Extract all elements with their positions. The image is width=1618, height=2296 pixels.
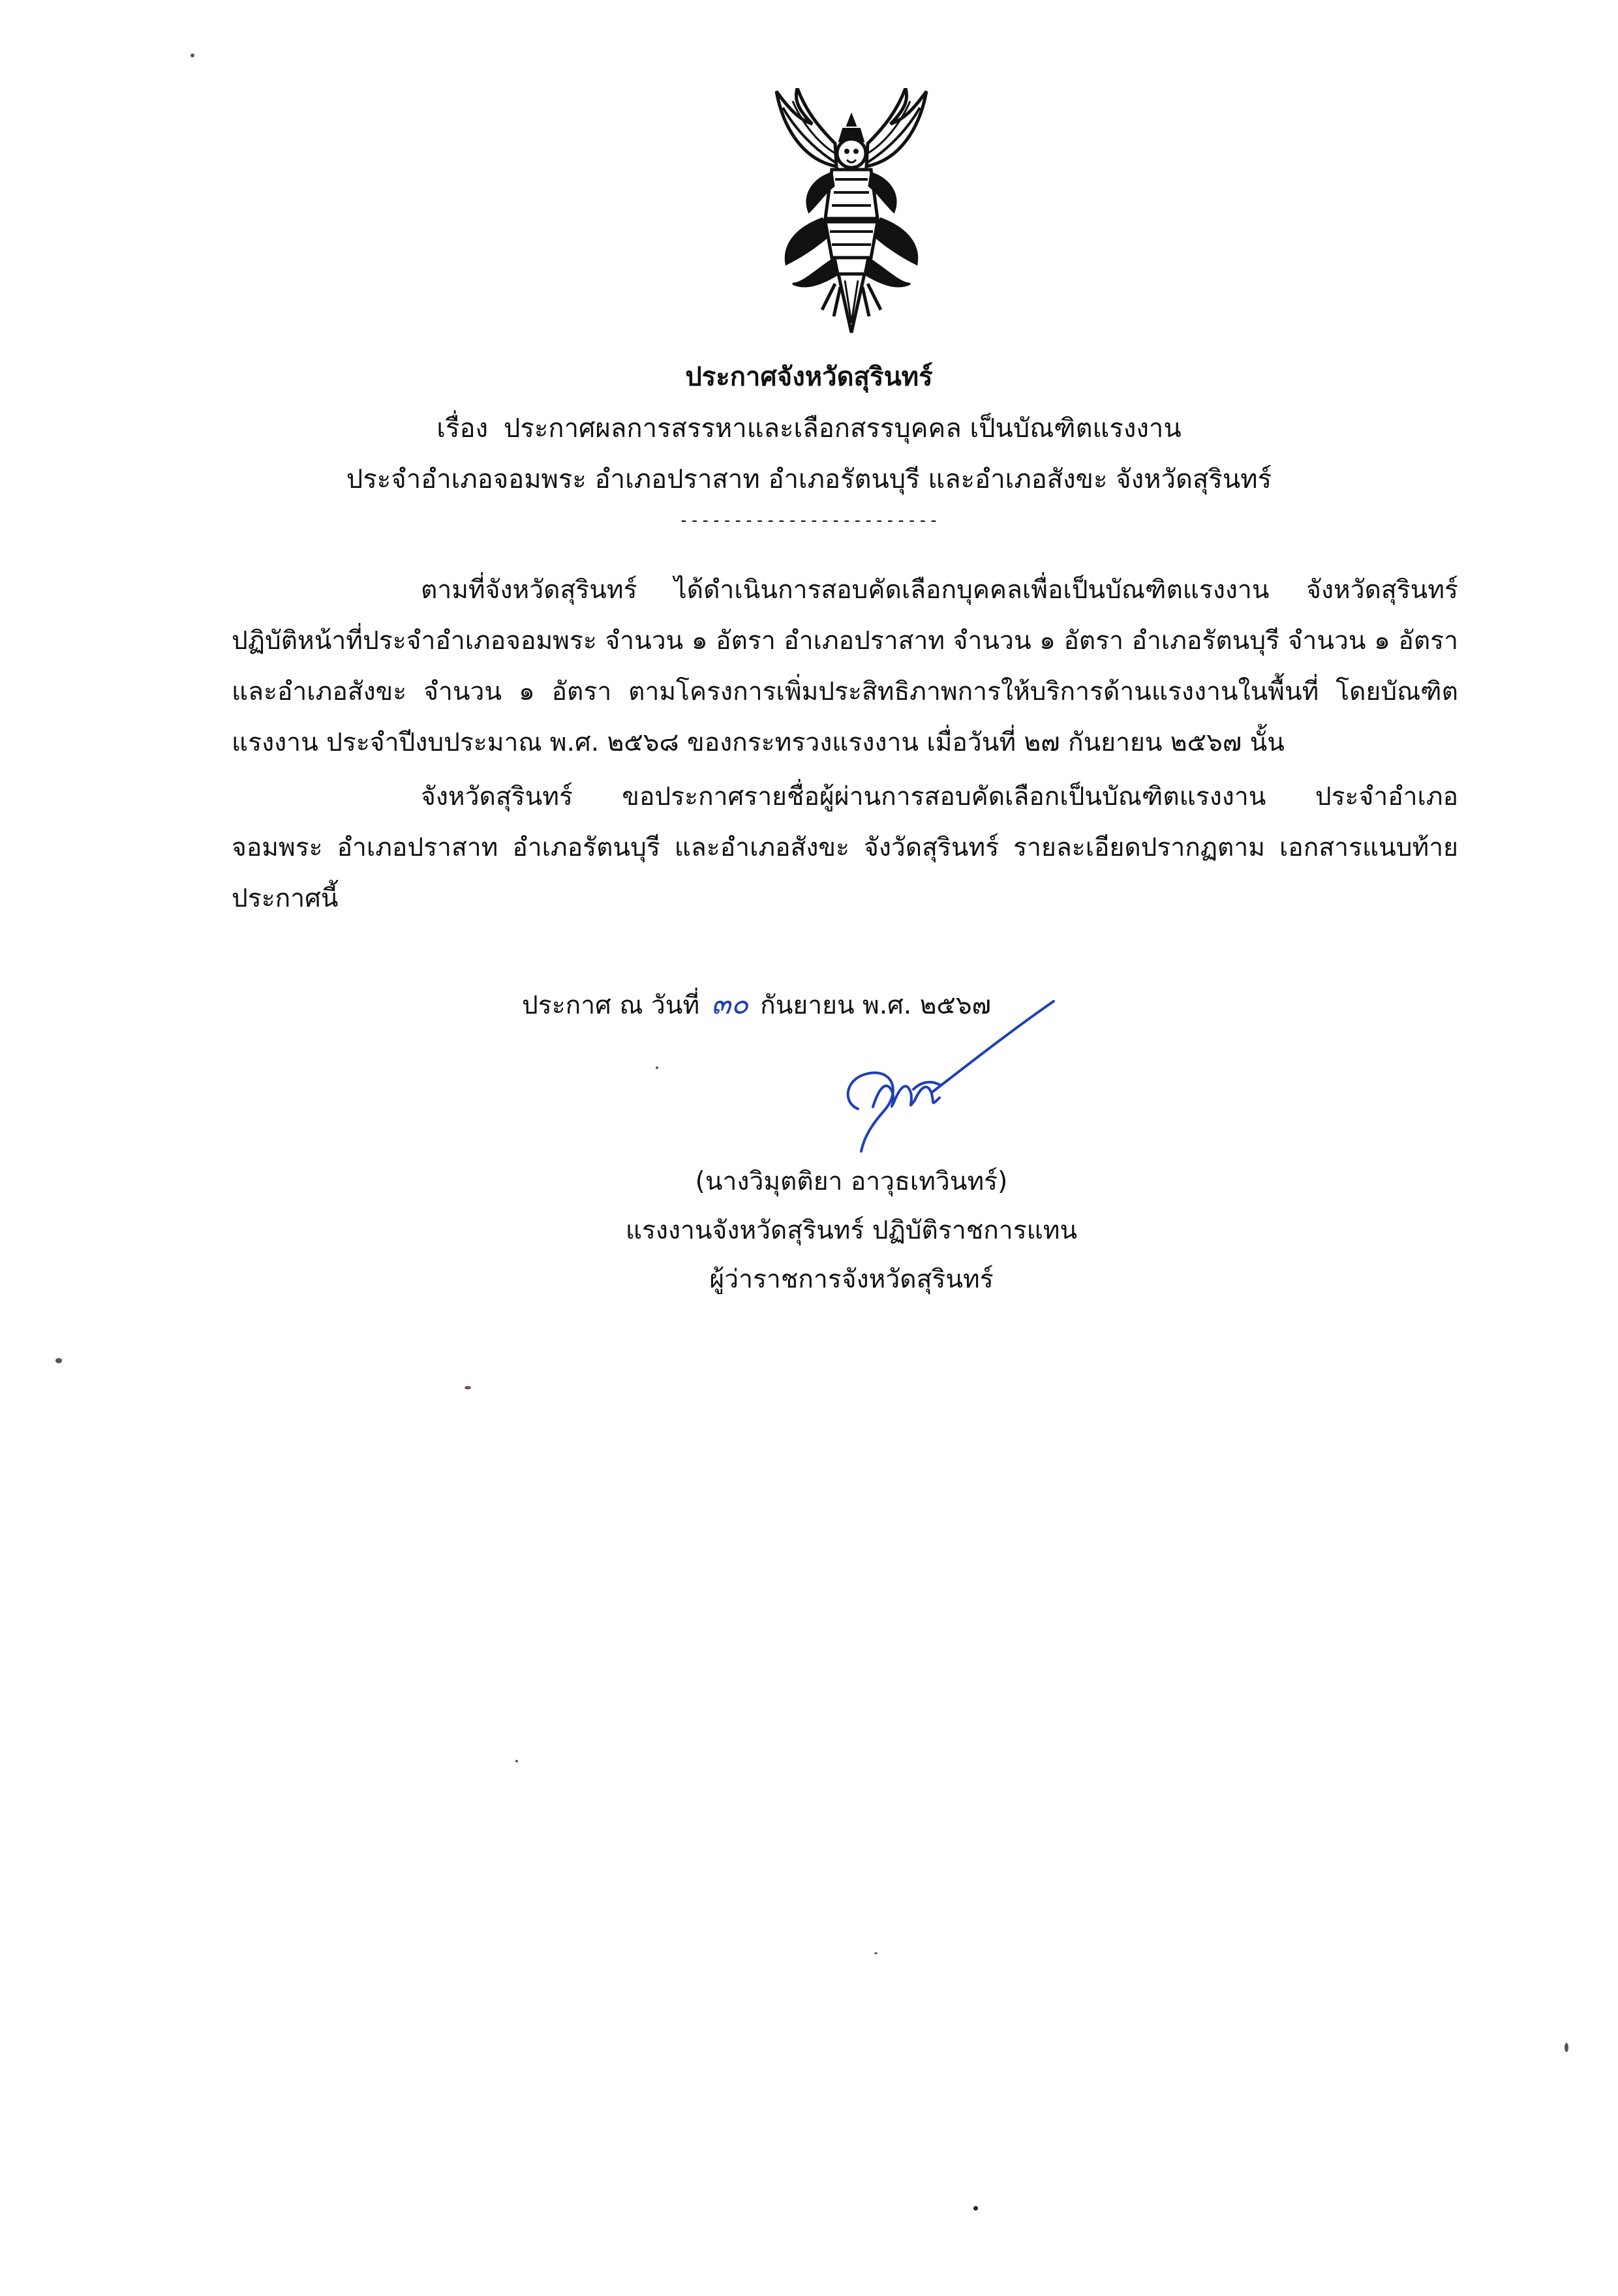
handwritten-signature xyxy=(816,995,1076,1190)
signer-name: (นางวิมุตติยา อาวุธเทวินทร์) xyxy=(695,1167,1008,1196)
body-paragraph-1: ตามที่จังหวัดสุรินทร์ ได้ดำเนินการสอบคัดเลือกบุคคลเพื่อเป็นบัณฑิตแรงงาน จังหวัดสุรินทร์ ปฏิบัติหน้าที่ประจำอำเภอจอมพระ จำนวน ๑ อัตรา อำเภอปราสาท จำนวน ๑ อัตรา อำเภอรัตนบุรี จำนวน ๑ อัตรา และอำเภอสังขะ จำนวน ๑ อัตรา ตามโครงการเพิ่มประสิทธิภาพการให้บริการด้านแรงงานในพื้นที่ โดยบัณฑิตแรงงาน ประจำปีงบประมาณ พ.ศ. ๒๕๖๘ ของกระทรวงแรงงาน เมื่อวันที่ ๒๗ กันยายน ๒๕๖๗ นั้น xyxy=(232,575,1458,757)
scan-speck xyxy=(55,1358,62,1363)
body-paragraph-2: จังหวัดสุรินทร์ ขอประกาศรายชื่อผู้ผ่านการสอบคัดเลือกเป็นบัณฑิตแรงงาน ประจำอำเภอจอมพระ อำเภอปราสาท อำเภอรัตนบุรี และอำเภอสังขะ จังวัดสุรินทร์ รายละเอียดปรากฏตาม เอกสารแนบท้ายประกาศนี้ xyxy=(232,782,1458,913)
dateline-prefix: ประกาศ ณ วันที่ xyxy=(522,991,700,1020)
scan-speck xyxy=(191,53,194,57)
scan-speck xyxy=(656,1066,658,1069)
signer-position: แรงงานจังหวัดสุรินทร์ ปฏิบัติราชการแทน xyxy=(625,1216,1078,1245)
scan-speck xyxy=(465,1386,471,1389)
subject-text-1: ประกาศผลการสรรหาและเลือกสรรบุคคล เป็นบัณฑิตแรงงาน xyxy=(504,414,1182,444)
scan-speck xyxy=(1565,2043,1568,2052)
subject-label: เรื่อง xyxy=(436,414,488,444)
dateline-suffix: กันยายน พ.ศ. ๒๕๖๗ xyxy=(760,991,992,1020)
subject-line-2: ประจำอำเภอจอมพระ อำเภอปราสาท อำเภอรัตนบุรี และอำเภอสังขะ จังหวัดสุรินทร์ xyxy=(346,464,1272,494)
scan-speck xyxy=(874,1952,878,1954)
signer-on-behalf-of: ผู้ว่าราชการจังหวัดสุรินทร์ xyxy=(709,1265,994,1294)
scan-speck xyxy=(515,1760,518,1762)
subject-line-1 xyxy=(0,409,1618,448)
header-divider: ------------------------ xyxy=(679,511,939,530)
dateline-day-handwritten: ๓๐ xyxy=(711,988,749,1021)
garuda-emblem-icon xyxy=(757,88,946,336)
scan-speck xyxy=(973,2206,978,2211)
announcement-title: ประกาศจังหวัดสุรินทร์ xyxy=(685,362,933,392)
